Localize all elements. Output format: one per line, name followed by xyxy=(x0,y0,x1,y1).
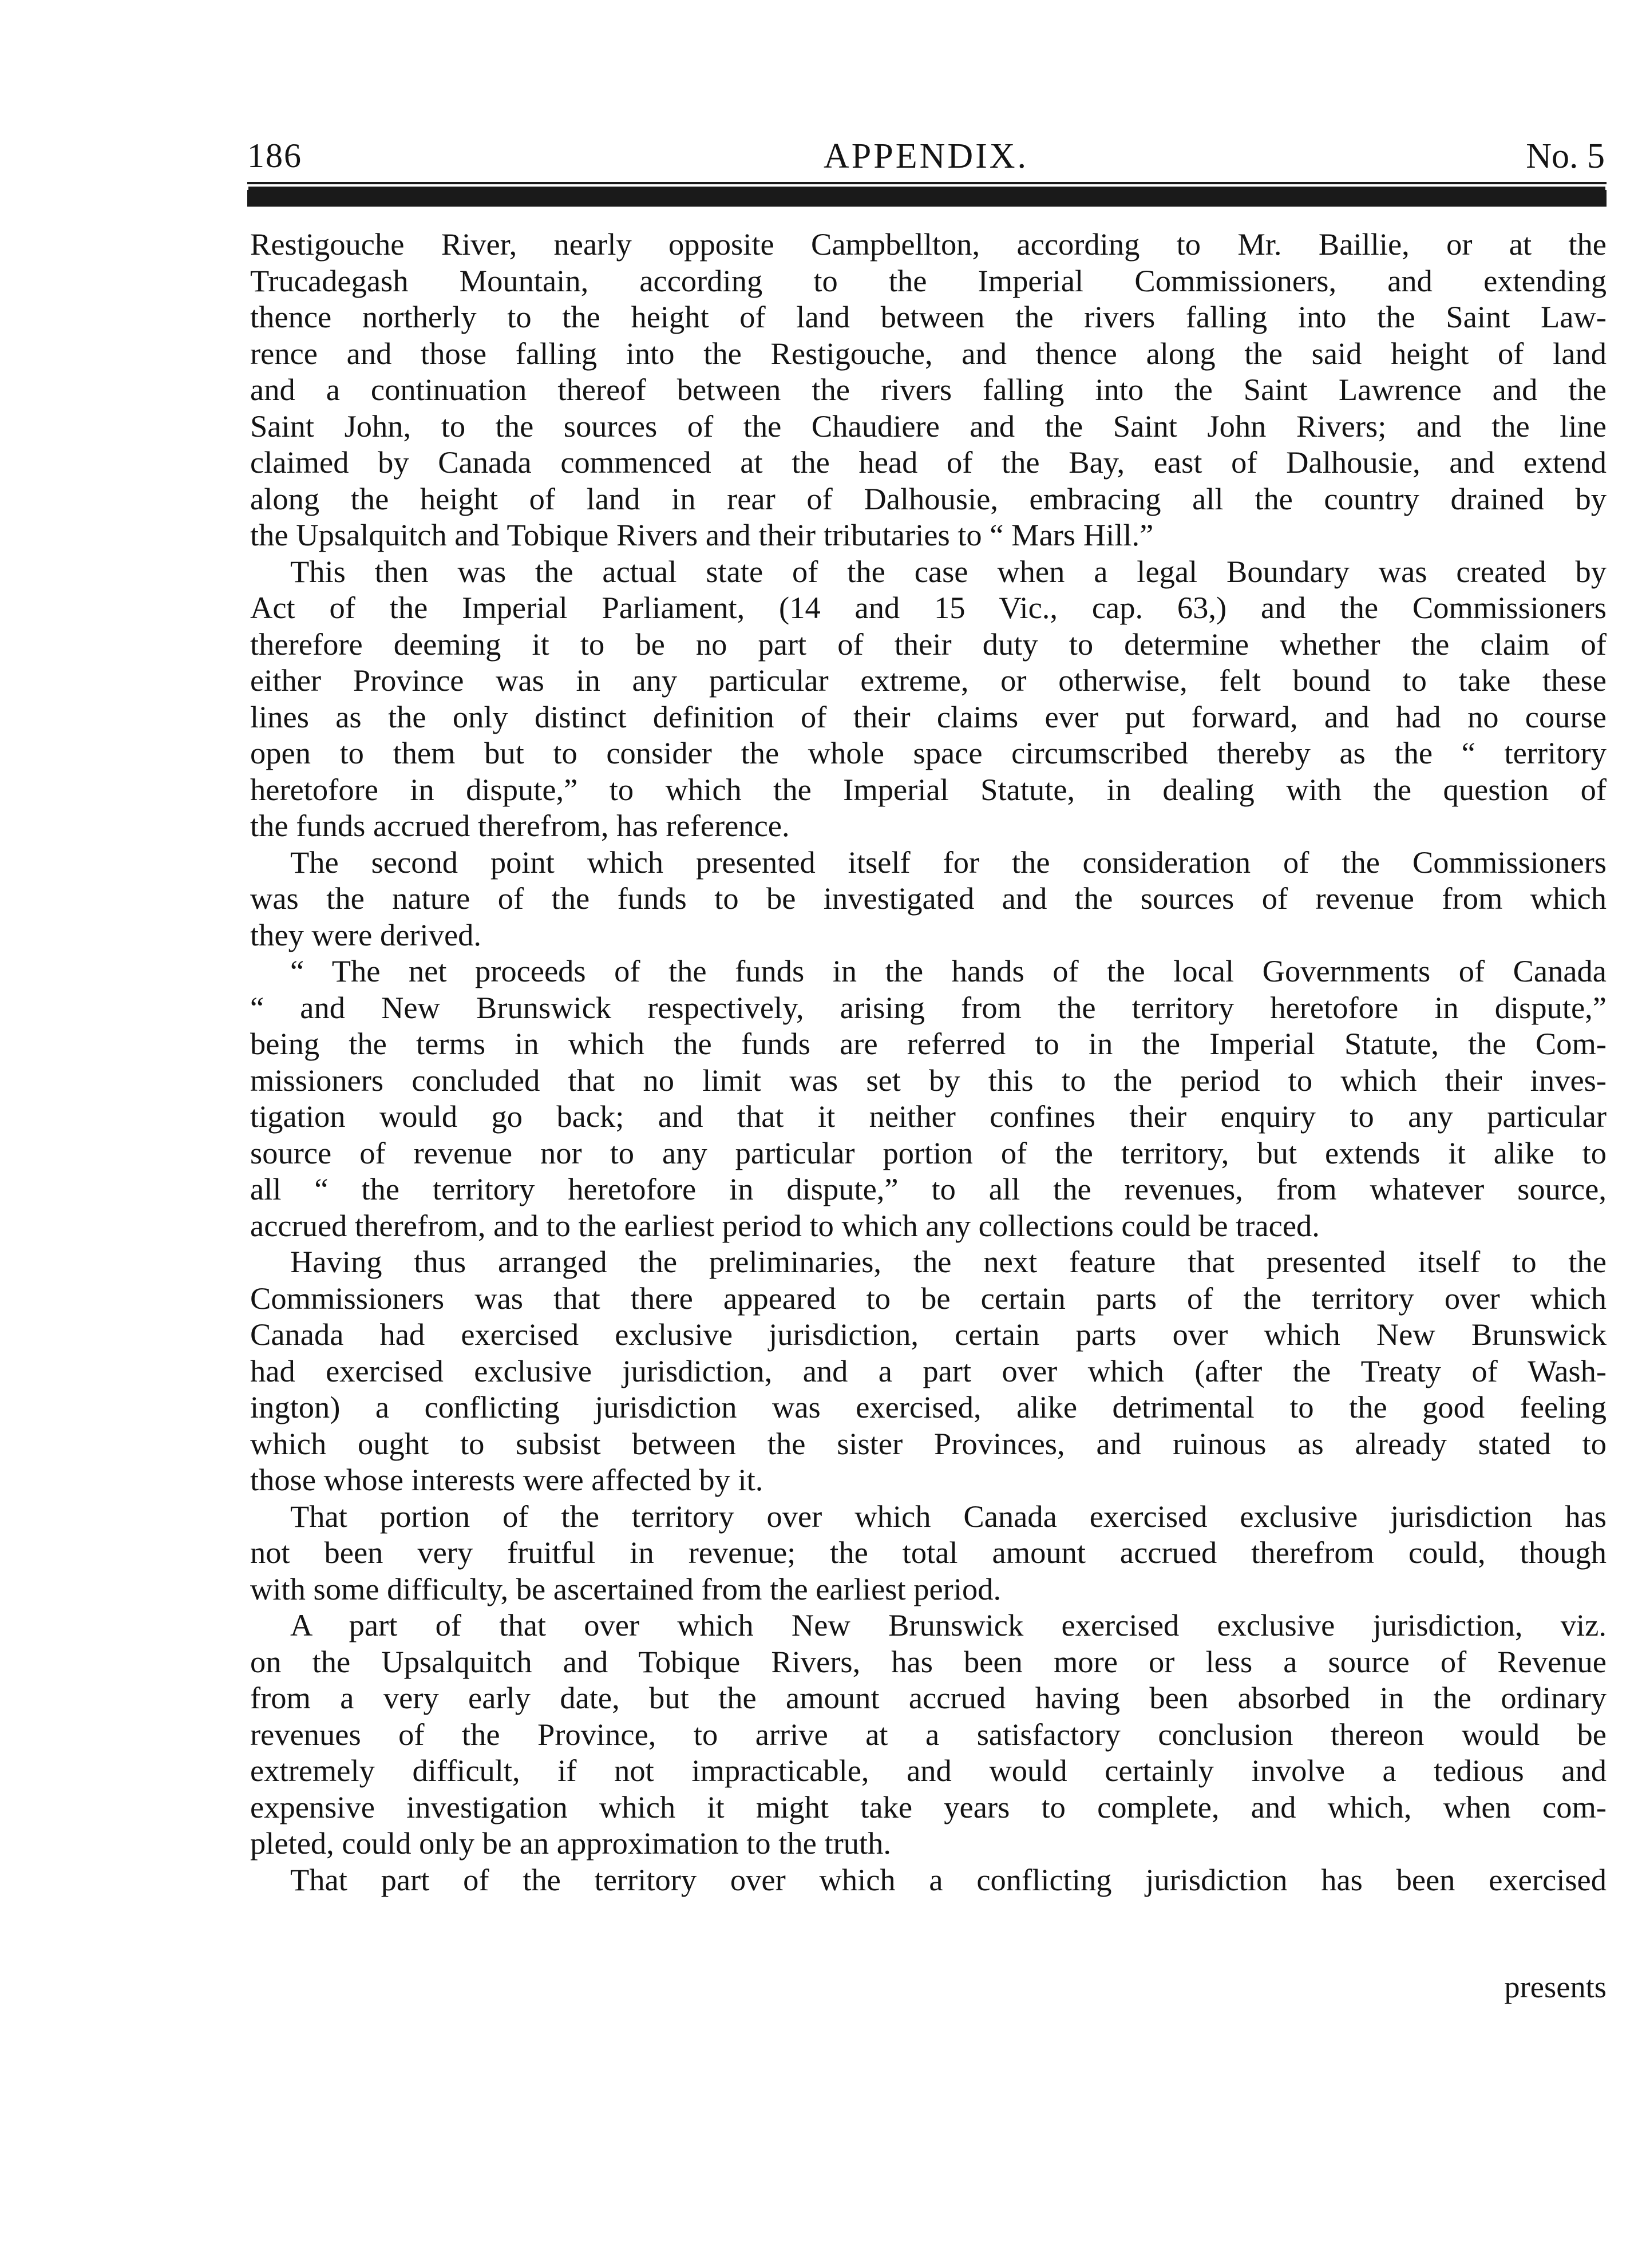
paragraph-5 xyxy=(250,1244,1607,1498)
header-rule-thin xyxy=(247,182,1607,184)
paragraph-2 xyxy=(250,553,1607,844)
text-line: Restigouche River, nearly opposite Campbellton, according to Mr. Baillie, or at the xyxy=(250,227,1607,262)
text-line: open to them but to consider the whole space circumscribed thereby as the “ territory xyxy=(250,735,1607,770)
text-line: along the height of land in rear of Dalhousie, embracing all the country drained by xyxy=(250,481,1607,516)
text-line: expensive investigation which it might take years to complete, and which, when com- xyxy=(250,1789,1607,1824)
catchword: presents xyxy=(1504,1969,1607,2004)
text-line: “ and New Brunswick respectively, arising from the territory heretofore in dispute,” xyxy=(250,989,1607,1025)
text-line: pleted, could only be an approximation to the truth. xyxy=(250,1826,892,1861)
body-text xyxy=(250,226,1607,1898)
text-line: tigation would go back; and that it neither confines their enquiry to any particular xyxy=(250,1099,1607,1134)
text-line: source of revenue nor to any particular portion of the territory, but extends it alike to xyxy=(250,1135,1607,1170)
text-line: not been very fruitful in revenue; the total amount accrued therefrom could, though xyxy=(250,1535,1607,1570)
text-line: was the nature of the funds to be investigated and the sources of revenue from which xyxy=(250,881,1607,916)
text-line: they were derived. xyxy=(250,917,482,952)
paragraph-8 xyxy=(250,1862,1607,1898)
text-line: the funds accrued therefrom, has reference. xyxy=(250,808,790,843)
text-line: had exercised exclusive jurisdiction, and a part over which (after the Treaty of Wash- xyxy=(250,1353,1607,1388)
text-line: Trucadegash Mountain, according to the Imperial Commissioners, and extending xyxy=(250,263,1607,298)
text-line: missioners concluded that no limit was set by this to the period to which their inves- xyxy=(250,1062,1607,1098)
text-line: ington) a conflicting jurisdiction was exercised, alike detrimental to the good feeling xyxy=(250,1390,1607,1424)
text-line: which ought to subsist between the sister Provinces, and ruinous as already stated to xyxy=(250,1426,1607,1461)
text-line: from a very early date, but the amount accrued having been absorbed in the ordinary xyxy=(250,1680,1607,1715)
text-line: revenues of the Province, to arrive at a satisfactory conclusion thereon would be xyxy=(250,1716,1607,1752)
text-line: thence northerly to the height of land between the rivers falling into the Saint Law- xyxy=(250,299,1607,334)
text-line: A part of that over which New Brunswick exercised exclusive jurisdiction, viz. xyxy=(290,1608,1607,1642)
text-line: That portion of the territory over which Canada exercised exclusive jurisdiction has xyxy=(290,1498,1607,1534)
paragraph-6 xyxy=(250,1498,1607,1608)
text-line: extremely difficult, if not impracticable, and would certainly involve a tedious and xyxy=(250,1753,1607,1788)
text-line: those whose interests were affected by it. xyxy=(250,1462,763,1497)
text-line: “ The net proceeds of the funds in the hands of the local Governments of Canada xyxy=(290,953,1607,988)
text-line: Saint John, to the sources of the Chaudiere and the Saint John Rivers; and the line xyxy=(250,408,1607,444)
page-number: 186 xyxy=(247,137,302,175)
text-line: therefore deeming it to be no part of their duty to determine whether the claim of xyxy=(250,626,1607,662)
text-line: on the Upsalquitch and Tobique Rivers, has been more or less a source of Revenue xyxy=(250,1644,1607,1679)
paragraph-7 xyxy=(250,1607,1607,1862)
text-line: claimed by Canada commenced at the head of the Bay, east of Dalhousie, and extend xyxy=(250,445,1607,480)
text-line: either Province was in any particular extreme, or otherwise, felt bound to take these xyxy=(250,663,1607,698)
text-line: Act of the Imperial Parliament, (14 and 15 Vic., cap. 63,) and the Commissioners xyxy=(250,590,1607,625)
paragraph-1 xyxy=(250,226,1607,553)
text-line: Commissioners was that there appeared to be certain parts of the territory over which xyxy=(250,1280,1607,1316)
paragraph-3 xyxy=(250,844,1607,953)
text-line: The second point which presented itself for the consideration of the Commissioners xyxy=(290,844,1607,880)
text-line: with some difficulty, be ascertained from the earliest period. xyxy=(250,1571,1002,1606)
text-line: accrued therefrom, and to the earliest period to which any collections could be traced. xyxy=(250,1208,1320,1243)
text-line: lines as the only distinct definition of their claims ever put forward, and had no course xyxy=(250,699,1607,734)
text-line: rence and those falling into the Restigouche, and thence along the said height of land xyxy=(250,335,1607,371)
running-head xyxy=(247,136,1605,182)
paragraph-4 xyxy=(250,953,1607,1244)
appendix-number: No. 5 xyxy=(1526,137,1605,176)
text-line: heretofore in dispute,” to which the Imperial Statute, in dealing with the question of xyxy=(250,771,1607,807)
text-line: and a continuation thereof between the rivers falling into the Saint Lawrence and the xyxy=(250,372,1607,407)
text-line: This then was the actual state of the case when a legal Boundary was created by xyxy=(290,553,1607,589)
text-line: Having thus arranged the preliminaries, the next feature that presented itself to the xyxy=(290,1244,1607,1279)
text-line: Canada had exercised exclusive jurisdiction, certain parts over which New Brunswick xyxy=(250,1317,1607,1352)
page-title: APPENDIX. xyxy=(823,137,1029,176)
text-line: That part of the territory over which a conflicting jurisdiction has been exercised xyxy=(290,1862,1607,1897)
text-line: all “ the territory heretofore in dispute,” to all the revenues, from whatever source, xyxy=(250,1171,1607,1206)
text-line: the Upsalquitch and Tobique Rivers and their tributaries to “ Mars Hill.” xyxy=(250,517,1154,552)
header-rule xyxy=(247,190,1607,207)
text-line: being the terms in which the funds are referred to in the Imperial Statute, the Com- xyxy=(250,1026,1607,1061)
